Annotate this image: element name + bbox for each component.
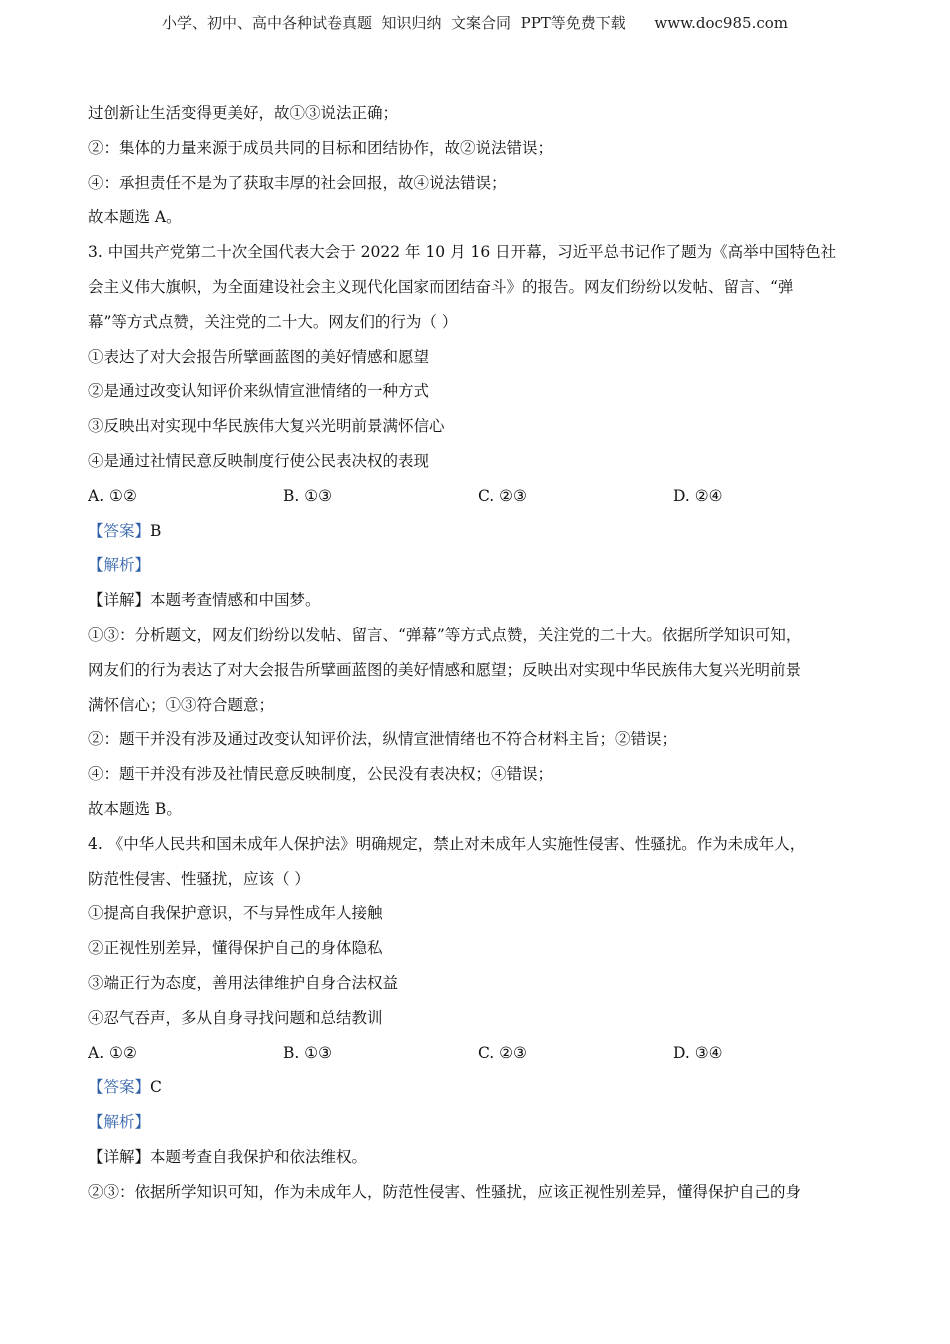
section-value: 本题考查自我保护和依法维权。 <box>150 1147 368 1166</box>
answer-options-row <box>88 1036 868 1071</box>
answer-section-line <box>88 1105 868 1140</box>
section-tag: 【详解】 <box>88 1147 151 1166</box>
section-tag: 【解析】 <box>88 556 151 575</box>
text-line: ②：集体的力量来源于成员共同的目标和团结协作，故②说法错误； <box>88 138 554 157</box>
text-line: ①表达了对大会报告所擘画蓝图的美好情感和愿望 <box>88 347 430 366</box>
explanation-line <box>88 1140 868 1175</box>
text-line: ③端正行为态度，善用法律维护自身合法权益 <box>88 973 399 992</box>
answer-options-row <box>88 479 868 514</box>
text-line: 3. 中国共产党第二十次全国代表大会于 2022 年 10 月 16 日开幕，习近平总书记作了题为《高举中国特色社 <box>88 243 837 262</box>
section-tag: 【答案】 <box>88 1078 151 1097</box>
text-line: 故本题选 B。 <box>88 799 182 818</box>
answer-option: C. ②③ <box>478 1043 527 1062</box>
text-line: 满怀信心；①③符合题意； <box>88 695 275 714</box>
text-line: 会主义伟大旗帜，为全面建设社会主义现代化国家而团结奋斗》的报告。网友们纷纷以发帖、留言、“弹 <box>88 277 794 296</box>
section-value: C <box>150 1078 162 1097</box>
answer-option: B. ①③ <box>283 486 333 505</box>
section-tag: 【详解】 <box>88 591 151 610</box>
site-header-banner: 小学、初中、高中各种试卷真题 知识归纳 文案合同 PPT等免费下载 www.doc985.com <box>161 14 788 32</box>
text-line: ②正视性别差异，懂得保护自己的身体隐私 <box>88 939 383 958</box>
text-line: 故本题选 A。 <box>88 208 182 227</box>
text-line: ④忍气吞声，多从自身寻找问题和总结教训 <box>88 1008 383 1027</box>
text-line: 网友们的行为表达了对大会报告所擘画蓝图的美好情感和愿望；反映出对实现中华民族伟大复兴光明前景 <box>88 660 802 679</box>
answer-section-line <box>88 1070 868 1105</box>
text-line: ①提高自我保护意识，不与异性成年人接触 <box>88 904 383 923</box>
text-line: ②：题干并没有涉及通过改变认知评价法，纵情宣泄情绪也不符合材料主旨；②错误； <box>88 730 678 749</box>
answer-option: D. ②④ <box>673 486 723 505</box>
text-line: 防范性侵害、性骚扰，应该（ ） <box>88 869 310 888</box>
answer-section-line <box>88 514 868 549</box>
section-tag: 【解析】 <box>88 1113 151 1132</box>
text-line: ②③：依据所学知识可知，作为未成年人，防范性侵害、性骚扰，应该正视性别差异，懂得保护自己的身 <box>88 1182 802 1201</box>
section-tag: 【答案】 <box>88 521 151 540</box>
text-line: 幕”等方式点赞，关注党的二十大。网友们的行为（ ） <box>88 312 458 331</box>
text-line: ④：承担责任不是为了获取丰厚的社会回报，故④说法错误； <box>88 173 507 192</box>
answer-section-line <box>88 548 868 583</box>
answer-option: D. ③④ <box>673 1043 723 1062</box>
text-line: ③反映出对实现中华民族伟大复兴光明前景满怀信心 <box>88 417 445 436</box>
answer-option: B. ①③ <box>283 1043 333 1062</box>
text-line: 4. 《中华人民共和国未成年人保护法》明确规定，禁止对未成年人实施性侵害、性骚扰。作为未成年人， <box>88 834 806 853</box>
text-line: ④是通过社情民意反映制度行使公民表决权的表现 <box>88 451 430 470</box>
explanation-line <box>88 583 868 618</box>
section-value: 本题考查情感和中国梦。 <box>150 591 321 610</box>
answer-option: A. ①② <box>88 486 137 505</box>
section-value: B <box>150 521 162 540</box>
answer-option: C. ②③ <box>478 486 527 505</box>
text-line: ①③：分析题文，网友们纷纷以发帖、留言、“弹幕”等方式点赞，关注党的二十大。依据所学知识可知， <box>88 625 802 644</box>
answer-option: A. ①② <box>88 1043 137 1062</box>
document-body <box>88 96 868 1210</box>
text-line: ④：题干并没有涉及社情民意反映制度，公民没有表决权；④错误； <box>88 765 554 784</box>
text-line: 过创新让生活变得更美好，故①③说法正确； <box>88 104 399 122</box>
text-line: ②是通过改变认知评价来纵情宣泄情绪的一种方式 <box>88 382 430 401</box>
